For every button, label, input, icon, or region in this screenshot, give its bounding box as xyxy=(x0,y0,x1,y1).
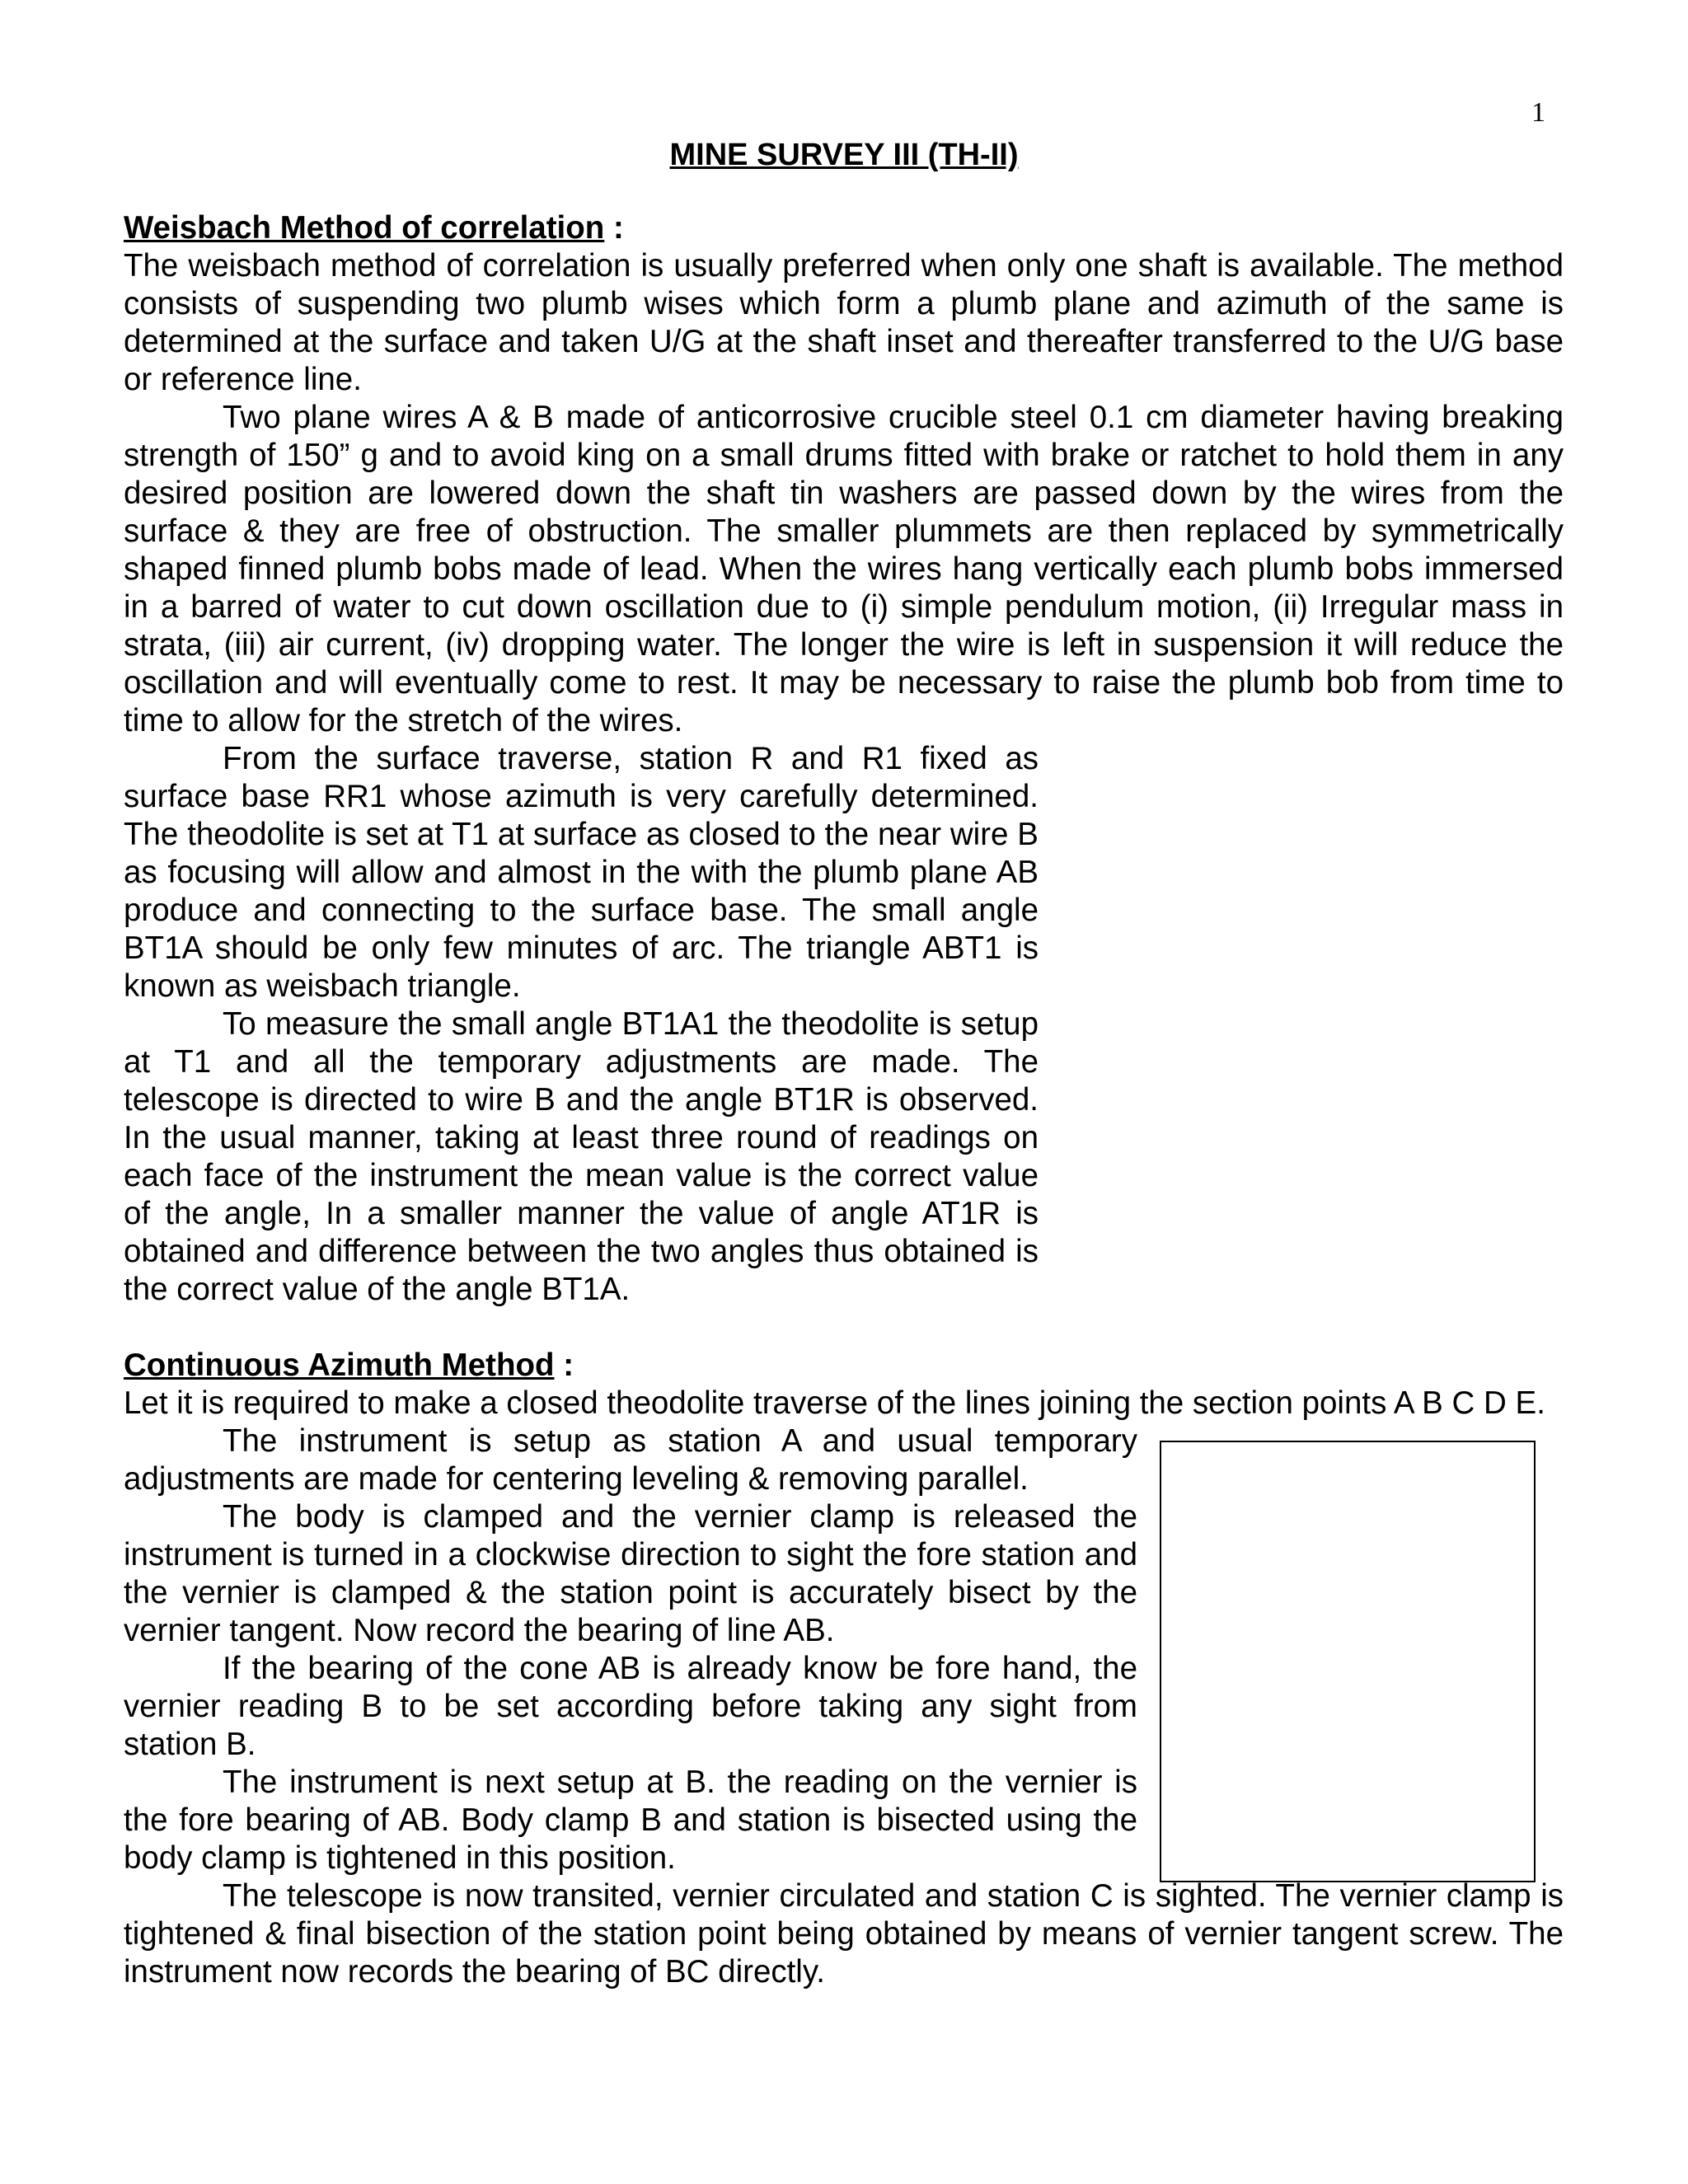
section-spacer xyxy=(124,1309,1564,1347)
section-heading-text: Weisbach Method of correlation xyxy=(124,210,605,246)
section-heading-continuous-azimuth xyxy=(124,1347,1564,1385)
paragraph: The telescope is now transited, vernier circulated and station C is sighted. The vernier clamp is tightened & final bisection of the station point being obtained by means of vernier tangent screw. The instrument now records the bearing of BC directly. xyxy=(124,1878,1564,1990)
paragraph: From the surface traverse, station R and R1 fixed as surface base RR1 whose azimuth is very carefully determined. The theodolite is set at T1 at surface as closed to the near wire B as focusing will allow and almost in the with the plumb plane AB produce and connecting to the surface base. The small angle BT1A should be only few minutes of arc. The triangle ABT1 is known as weisbach triangle. xyxy=(124,741,1039,1004)
section-heading-suffix: : xyxy=(554,1347,574,1383)
section-heading-text: Continuous Azimuth Method xyxy=(124,1347,555,1383)
paragraph: The instrument is next setup at B. the reading on the vernier is the fore bearing of AB. Body clamp B and station is bisected using the body clamp is tightened in this position. xyxy=(124,1765,1137,1876)
page-title: MINE SURVEY III (TH-II) xyxy=(669,138,1019,172)
paragraph: Two plane wires A & B made of anticorrosive crucible steel 0.1 cm diameter having breaking strength of 150” g and to avoid king on a small drums fitted with brake or ratchet to hold them in any desired position are lowered down the shaft tin washers are passed down by the wires from the surface & they are free of obstruction. The smaller plummets are then replaced by symmetrically shaped finned plumb bobs made of lead. When the wires hang vertically each plumb bobs immersed in a barred of water to cut down oscillation due to (i) simple pendulum motion, (ii) Irregular mass in strata, (iii) air current, (iv) dropping water. The longer the wire is left in suspension it will reduce the oscillation and will eventually come to rest. It may be necessary to raise the plumb bob from time to time to allow for the stretch of the wires. xyxy=(124,400,1564,738)
page-number: 1 xyxy=(1531,97,1545,128)
paragraph: The weisbach method of correlation is usually preferred when only one shaft is available. The method consists of suspending two plumb wises which form a plumb plane and azimuth of the same is determined at the surface and taken U/G at the shaft inset and thereafter transferred to the U/G base or reference line. xyxy=(124,248,1564,397)
paragraph: If the bearing of the cone AB is already know be fore hand, the vernier reading B to be set according before taking any sight from station B. xyxy=(124,1651,1137,1762)
section-heading-suffix: : xyxy=(604,210,624,246)
section-heading-weisbach xyxy=(124,209,1564,247)
paragraph: The instrument is setup as station A and usual temporary adjustments are made for centering leveling & removing parallel. xyxy=(124,1423,1137,1497)
paragraph: To measure the small angle BT1A1 the theodolite is setup at T1 and all the temporary adjustments are made. The telescope is directed to wire B and the angle BT1R is observed. In the usual manner, taking at least three round of readings on each face of the instrument the mean value is the correct value of the angle, In a smaller manner the value of angle AT1R is obtained and difference between the two angles thus obtained is the correct value of the angle BT1A. xyxy=(124,1006,1039,1307)
paragraph: Let it is required to make a closed theodolite traverse of the lines joining the section points A B C D E. xyxy=(124,1385,1545,1421)
paragraph: The body is clamped and the vernier clamp is released the instrument is turned in a clockwise direction to sight the fore station and the vernier is clamped & the station point is accurately bisect by the vernier tangent. Now record the bearing of line AB. xyxy=(124,1499,1137,1648)
figure-placeholder-box xyxy=(1160,1441,1536,1882)
